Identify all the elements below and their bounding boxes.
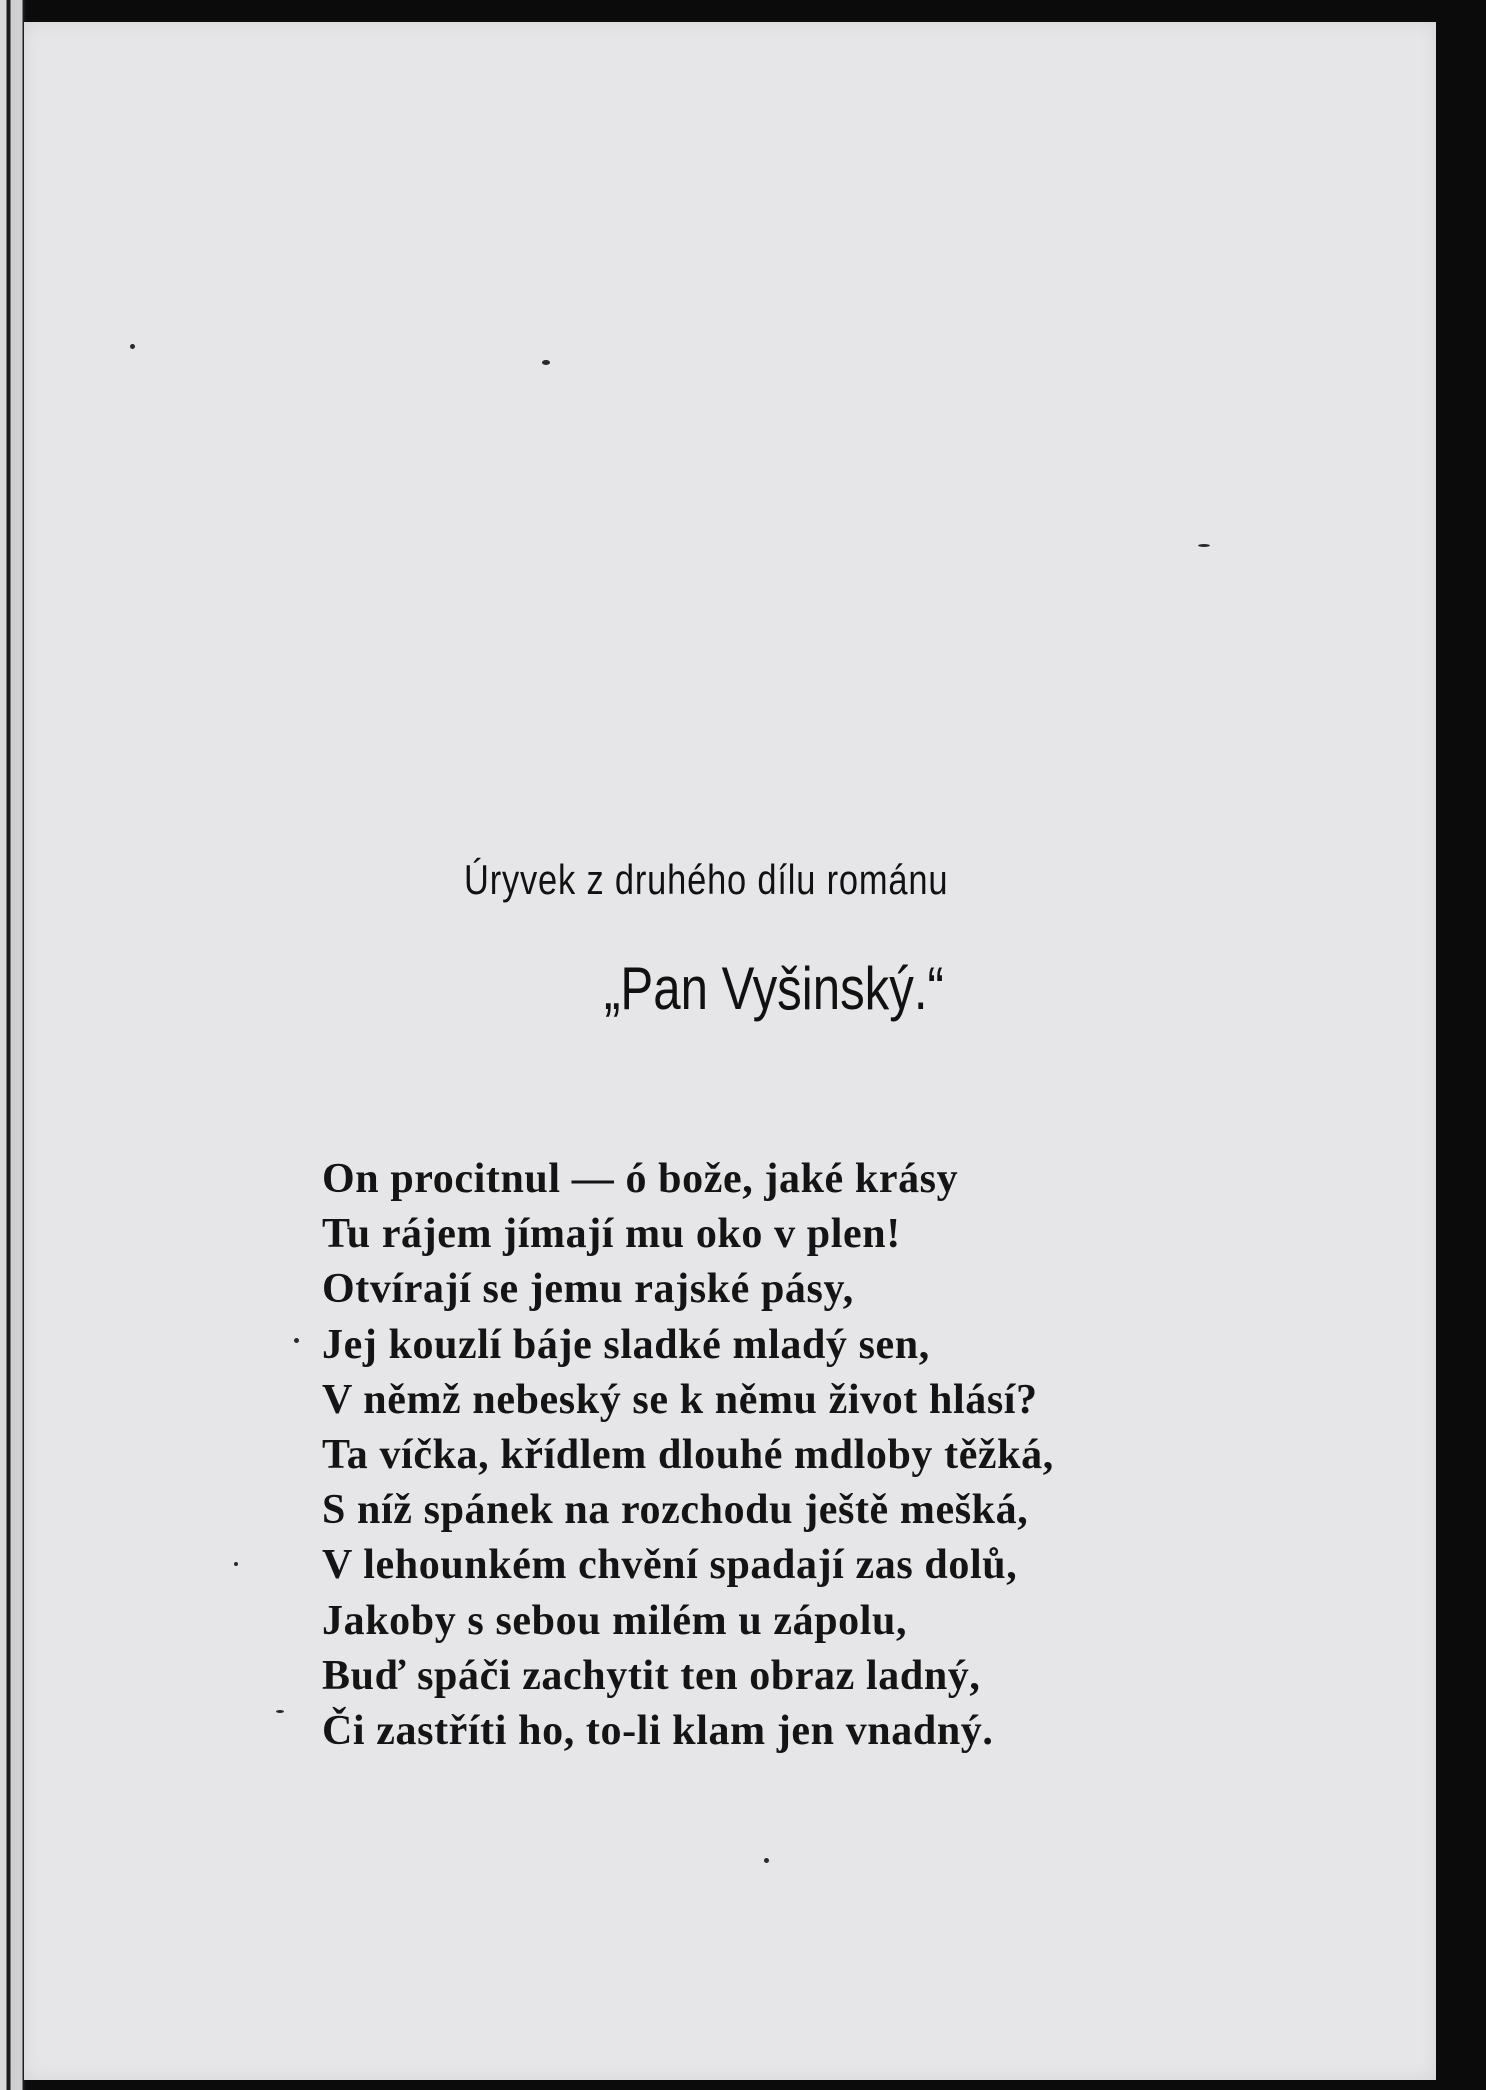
paper-speck bbox=[294, 1338, 299, 1343]
poem-line-text: S níž spánek na rozchodu ještě mešká, bbox=[322, 1487, 1029, 1534]
poem-line bbox=[322, 1318, 1054, 1373]
poem-line bbox=[322, 1262, 1054, 1317]
chapter-subtitle: Úryvek z druhého dílu románu bbox=[464, 856, 949, 903]
poem-line-text: Jakoby s sebou milém u zápolu, bbox=[322, 1597, 908, 1644]
poem-line-text: Či zastříti ho, to-li klam jen vnadný. bbox=[322, 1708, 994, 1755]
binding-edge bbox=[0, 0, 26, 2090]
poem-line-text: Buď spáči zachytit ten obraz ladný, bbox=[322, 1652, 981, 1699]
poem-line bbox=[322, 1594, 1054, 1649]
paper-speck bbox=[764, 1858, 769, 1863]
poem-line bbox=[322, 1649, 1054, 1704]
poem-line bbox=[322, 1152, 1054, 1207]
poem-line-text: Ta víčka, křídlem dlouhé mdloby těžká, bbox=[322, 1432, 1054, 1479]
poem-stanza bbox=[322, 1152, 1054, 1759]
poem-line-text: V němž nebeský se k němu život hlásí? bbox=[322, 1376, 1038, 1423]
paper-speck bbox=[234, 1562, 238, 1566]
poem-line-text: Otvírají se jemu rajské pásy, bbox=[322, 1266, 854, 1313]
paper-sheet bbox=[24, 22, 1436, 2080]
paper-speck bbox=[1198, 544, 1210, 547]
poem-line bbox=[322, 1428, 1054, 1483]
poem-line-text: V lehounkém chvění spadají zas dolů, bbox=[322, 1542, 1018, 1589]
paper-speck bbox=[542, 360, 550, 365]
poem-line bbox=[322, 1483, 1054, 1538]
paper-speck bbox=[276, 1710, 284, 1713]
poem-line-text: On procitnul — ó bože, jaké krásy bbox=[322, 1156, 959, 1202]
poem-line bbox=[322, 1373, 1054, 1428]
poem-line bbox=[322, 1704, 1054, 1759]
poem-line-text: Jej kouzlí báje sladké mladý sen, bbox=[322, 1321, 930, 1368]
scan-border-right bbox=[1436, 0, 1486, 2090]
poem-line bbox=[322, 1538, 1054, 1593]
poem-line-text: Tu rájem jímají mu oko v plen! bbox=[322, 1211, 901, 1258]
novel-title: „Pan Vyšinský.“ bbox=[604, 955, 944, 1022]
paper-speck bbox=[130, 344, 135, 349]
poem-line bbox=[322, 1207, 1054, 1262]
